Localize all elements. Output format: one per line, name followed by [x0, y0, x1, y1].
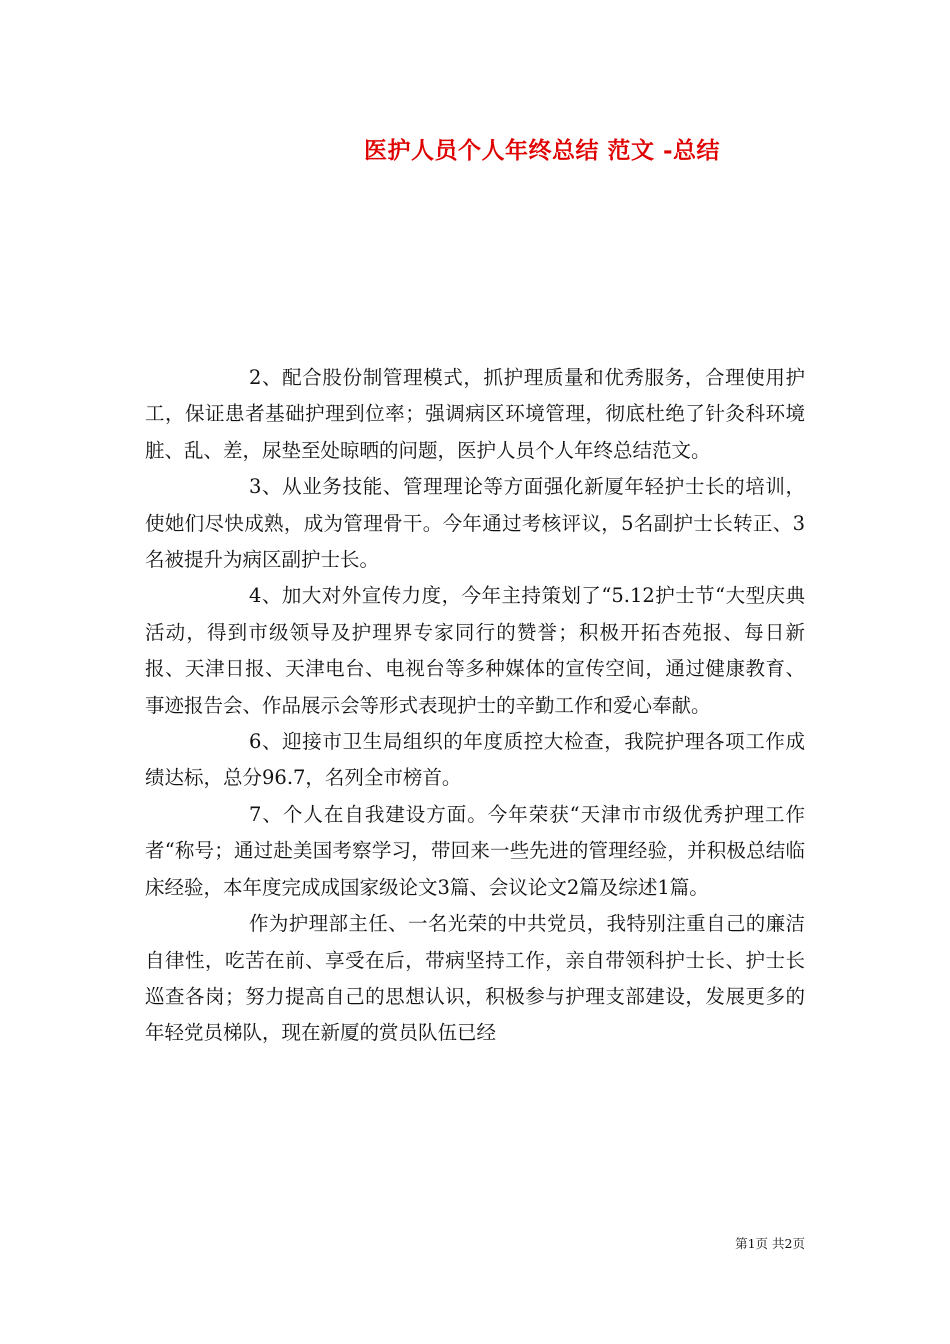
- paragraph-item-3: 3、从业务技能、管理理论等方面强化新厦年轻护士长的培训，使她们尽快成熟，成为管理骨干。今年通过考核评议，5名副护士长转正、3名被提升为病区副护士长。: [145, 475, 805, 572]
- paragraph-item-6: 6、迎接市卫生局组织的年度质控大检查，我院护理各项工作成绩达标，总分96.7，名列全市榜首。: [145, 730, 805, 790]
- paragraph-item-7: 7、个人在自我建设方面。今年荣获“天津市市级优秀护理工作者“称号；通过赴美国考察学习，带回来一些先进的管理经验，并积极总结临床经验，本年度完成成国家级论文3篇、会议论文2篇及综述1篇。: [145, 802, 805, 899]
- page-number-footer: 第1页 共2页: [735, 1236, 805, 1251]
- paragraph-item-4: 4、加大对外宣传力度，今年主持策划了“5.12护士节“大型庆典活动，得到市级领导及护理界专家同行的赞誉；积极开拓杏苑报、每日新报、天津日报、天津电台、电视台等多种媒体的宣传空间，通过健康教育、事迹报告会、作品展示会等形式表现护士的辛勤工作和爱心奉献。: [145, 584, 805, 717]
- paragraph-item-2: 2、配合股份制管理模式，抓护理质量和优秀服务，合理使用护工，保证患者基础护理到位率；强调病区环境管理，彻底杜绝了针灸科环境脏、乱、差，尿垫至处晾晒的问题，医护人员个人年终总结范文。: [145, 366, 805, 462]
- document-title: 医护人员个人年终总结 范文 -总结: [363, 137, 721, 164]
- paragraph-party-member: 作为护理部主任、一名光荣的中共党员，我特别注重自己的廉洁自律性，吃苦在前、享受在后，带病坚持工作，亲自带领科护士长、护士长巡查各岗；努力提高自己的思想认识，积极参与护理支部建设，发展更多的年轻党员梯队，现在新厦的赏员队伍已经: [145, 912, 805, 1045]
- document-body: [145, 360, 805, 1052]
